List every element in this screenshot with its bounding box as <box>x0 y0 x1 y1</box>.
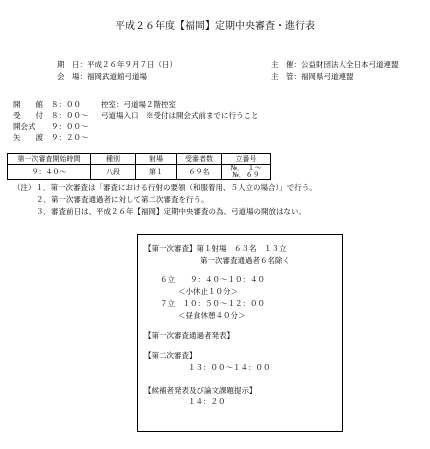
final-header: 【候補者発表及び論文課題提示】 <box>144 386 257 395</box>
table-header: 射場 <box>136 154 177 165</box>
time-label: 受 付 <box>13 111 43 120</box>
table-header: 立番号 <box>222 154 271 165</box>
date-value: 平成２６年９月７日（日） <box>87 60 177 69</box>
manager-row <box>271 73 354 81</box>
time-row-ceremony <box>13 123 101 131</box>
note-3: ３．審査前日は、平成２６年【福岡】定期中央審査の為、弓道場の開放はない。 <box>36 207 306 216</box>
venue-label: 会 場： <box>57 72 87 81</box>
time-label: 開 館 <box>13 100 43 109</box>
manager-value: 福岡県弓道連盟 <box>301 72 354 81</box>
time-row-open <box>13 101 176 109</box>
time-row-reception <box>13 112 259 120</box>
pass-announcement-header: 【第一次審査通過者発表】 <box>144 331 234 340</box>
break-1: ＜小休止１０分＞ <box>178 287 238 296</box>
schedule-table <box>7 153 271 180</box>
table-header: 受審者数 <box>177 154 222 165</box>
slot-2: ７立 １０：５０～１２：００ <box>160 299 265 308</box>
time-value: ９：２０～ <box>51 133 89 142</box>
table-header: 種別 <box>91 154 136 165</box>
date-label: 期 日： <box>57 60 87 69</box>
first-review-sub: 第一次審査通過者６名除く <box>200 256 290 265</box>
time-row-yawatashi <box>13 134 101 142</box>
host-row <box>271 61 399 69</box>
table-cell: 八段 <box>91 165 136 180</box>
first-review-header: 【第一次審査】第１射場 ６３名 １３立 <box>144 244 287 253</box>
host-label: 主 催： <box>271 60 301 69</box>
manager-label: 主 管： <box>271 72 301 81</box>
note-2: ２．第一次審査通過者に対して第二次審査を行う。 <box>36 195 209 204</box>
time-value: ８：００～ <box>51 111 89 120</box>
time-value: ８：００ <box>51 100 81 109</box>
table-row <box>8 165 271 180</box>
venue-row <box>57 73 147 81</box>
time-label: 開会式 <box>13 122 36 131</box>
table-cell: №． １～№．６９ <box>222 165 271 180</box>
final-time: １４：２０ <box>188 397 226 406</box>
date-row <box>57 61 177 69</box>
table-header: 第一次審査開始時間 <box>8 154 91 165</box>
time-label: 矢 渡 <box>13 133 43 142</box>
page-title: 平成２６年度【福岡】定期中央審査・進行表 <box>115 21 315 32</box>
time-value: ９：００～ <box>51 122 89 131</box>
venue-value: 福岡武道館弓道場 <box>87 72 147 81</box>
schedule-box <box>137 234 343 432</box>
second-review-header: 【第二次審査】 <box>144 351 197 360</box>
second-review-time: １３：００～１４：００ <box>188 363 271 372</box>
table-cell: 第１ <box>136 165 177 180</box>
host-value: 公益財団法人全日本弓道連盟 <box>301 60 399 69</box>
table-cell: ６９名 <box>177 165 222 180</box>
table-header-row <box>8 154 271 165</box>
slot-1: ６立 ９：４０～１０：４０ <box>160 275 265 284</box>
break-2: ＜昼食休憩４０分＞ <box>178 311 246 320</box>
time-note: 控室：弓道場２階控室 <box>101 100 176 109</box>
note-1: （注）１．第一次審査は「審査における行射の要領（和服着用、５人立の場合）」で行う。 <box>13 183 317 192</box>
time-note: 弓道場入口 ※受付は開会式前までに行うこと <box>101 111 259 120</box>
table-cell: ９：４０～ <box>8 165 91 180</box>
